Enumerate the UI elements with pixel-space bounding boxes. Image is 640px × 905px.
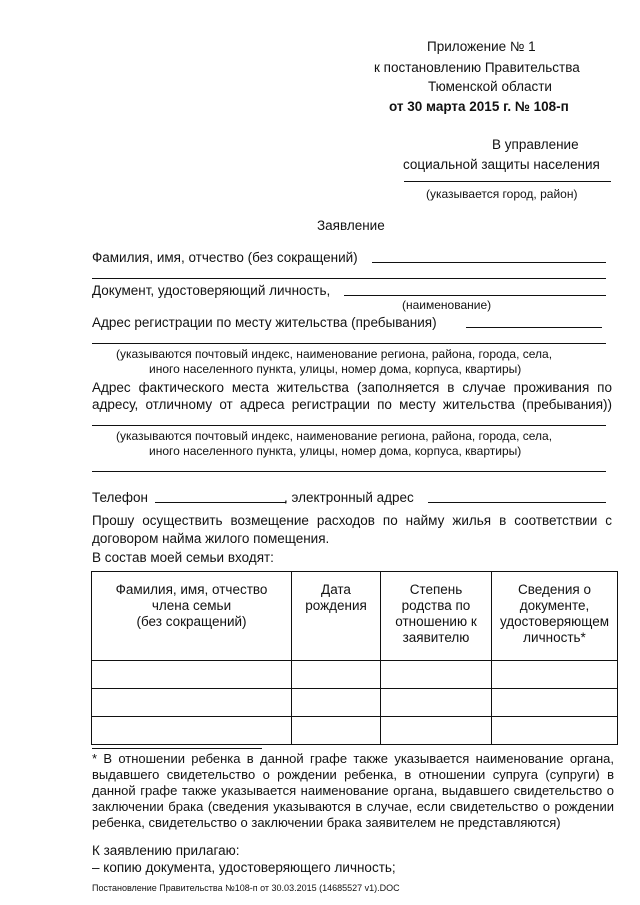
table-cell[interactable] (492, 717, 618, 745)
table-cell[interactable] (92, 689, 292, 717)
request-text-1: Прошу осуществить возмещение расходов по найму жилья в соответствии с (92, 513, 612, 528)
table-cell[interactable] (92, 661, 292, 689)
registration-address-line-1[interactable] (466, 327, 602, 328)
region-label: Тюменской области (428, 79, 552, 94)
request-text-2: договором найма жилого помещения. (92, 531, 330, 546)
email-label: , электронный адрес (284, 490, 414, 505)
family-intro: В состав моей семьи входят: (92, 550, 274, 565)
col-header-fio (92, 572, 292, 661)
city-district-line[interactable] (404, 181, 611, 182)
actual-address-line-1[interactable] (92, 425, 606, 426)
attachment-item-1: – копию документа, удостоверяющего личность; (92, 860, 396, 875)
addressee-line2: социальной защиты населения (403, 157, 600, 172)
addressee-line1: В управление (492, 137, 579, 152)
col-header-birth-date (292, 572, 381, 661)
col-header-relationship (381, 572, 492, 661)
id-document-line[interactable] (344, 295, 606, 296)
actual-address-hint-2: иного населенного пункта, улицы, номер дома, корпуса, квартиры) (149, 444, 522, 458)
actual-address-label-2: адресу, отличному от адреса регистрации по месту жительства (пребывания)) (92, 397, 612, 412)
family-table (91, 571, 618, 745)
col-header-document (492, 572, 618, 661)
table-row (92, 689, 618, 717)
attachments-intro: К заявлению прилагаю: (92, 843, 240, 858)
col-header-fio-text: Фамилия, имя, отчество члена семьи (без сокращений) (115, 582, 268, 629)
page-title: Заявление (317, 218, 385, 233)
col-header-document-text: Сведения о документе, удостоверяющем личность* (499, 582, 610, 645)
registration-address-line-2[interactable] (92, 343, 606, 344)
actual-address-label-1: Адрес фактического места жительства (заполняется в случае проживания по (92, 380, 612, 395)
table-cell[interactable] (381, 689, 492, 717)
registration-address-label: Адрес регистрации по месту жительства (пребывания) (92, 315, 437, 330)
registration-address-hint-2: иного населенного пункта, улицы, номер дома, корпуса, квартиры) (149, 362, 522, 376)
city-district-hint: (указывается город, район) (426, 187, 578, 201)
phone-label: Телефон (92, 490, 149, 505)
registration-address-hint-1: (указываются почтовый индекс, наименование региона, района, города, села, (116, 347, 553, 361)
table-cell[interactable] (292, 717, 381, 745)
fio-line-1[interactable] (372, 262, 606, 263)
col-header-birth-date-text: Дата рождения (305, 582, 367, 613)
id-document-hint: (наименование) (402, 298, 492, 312)
actual-address-hint-1: (указываются почтовый индекс, наименование региона, района, города, села, (116, 429, 553, 443)
table-cell[interactable] (492, 689, 618, 717)
appendix-label: Приложение № 1 (427, 39, 536, 54)
footnote-separator (92, 748, 262, 749)
footnote-text: * В отношении ребенка в данной графе также указывается наименование органа, выдавшего свидетельство о рождении ребенка, в отношении супруга (супруги) в данной графе также указывается наименование органа, выдавшего свидетельство о заключении брака (сведения указываются в случае, если свидетельство о рождении ребенка, свидетельство о заключении брака заявителем не представляются) (92, 751, 614, 830)
table-row (92, 717, 618, 745)
family-table-header (92, 572, 618, 661)
table-cell[interactable] (381, 661, 492, 689)
table-cell[interactable] (92, 717, 292, 745)
document-footer: Постановление Правительства №108-п от 30.03.2015 (14685527 v1).DOC (92, 883, 400, 893)
email-line[interactable] (428, 502, 606, 503)
resolution-date-number: от 30 марта 2015 г. № 108-п (389, 99, 569, 114)
table-row (92, 661, 618, 689)
fio-label: Фамилия, имя, отчество (без сокращений) (92, 250, 358, 265)
resolution-label: к постановлению Правительства (374, 60, 580, 75)
table-cell[interactable] (381, 717, 492, 745)
id-document-label: Документ, удостоверяющий личность, (92, 283, 331, 298)
fio-line-2[interactable] (92, 278, 606, 279)
actual-address-line-2[interactable] (92, 471, 606, 472)
table-cell[interactable] (492, 661, 618, 689)
col-header-relationship-text: Степень родства по отношению к заявителю (395, 582, 477, 645)
table-cell[interactable] (292, 689, 381, 717)
phone-line[interactable] (155, 502, 286, 503)
table-cell[interactable] (292, 661, 381, 689)
